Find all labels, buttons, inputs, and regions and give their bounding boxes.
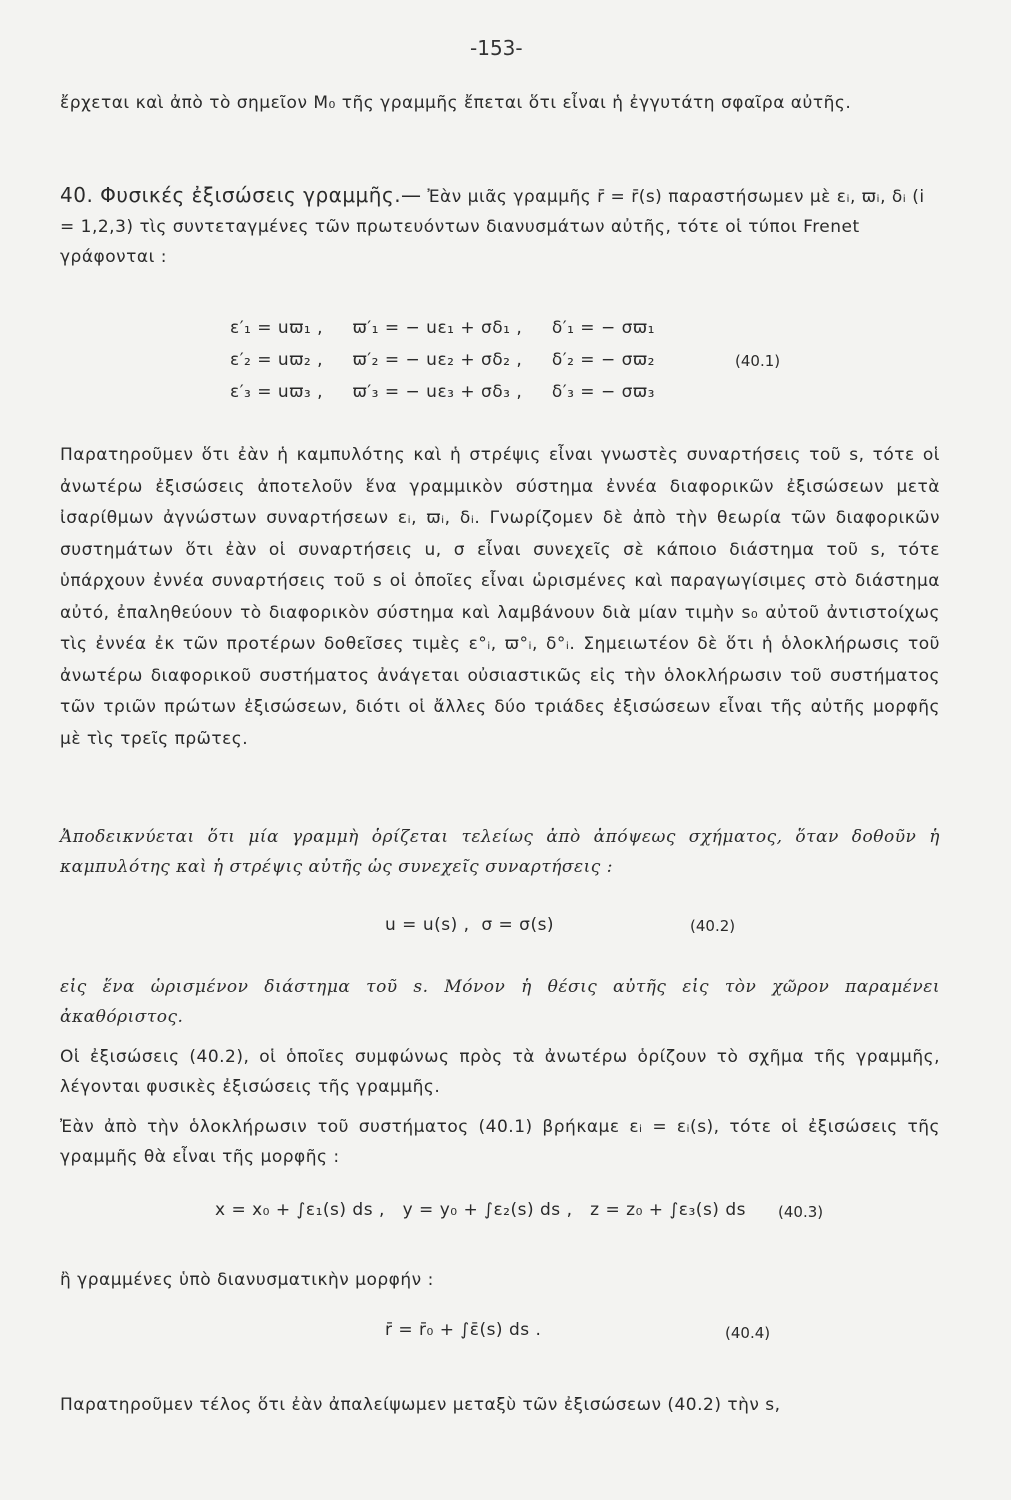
equation-number-40-1: (40.1)	[735, 352, 781, 370]
final-paragraph: Παρατηροῦμεν τέλος ὅτι ἐὰν ἀπαλείψωμεν μεταξὺ τῶν ἐξισώσεων (40.2) τὴν s,	[60, 1395, 781, 1415]
section-heading: 40. Φυσικές ἐξισώσεις γραμμῆς.—	[60, 183, 422, 207]
equation-number-40-3: (40.3)	[778, 1203, 824, 1221]
intro-paragraph: ἔρχεται καὶ ἀπὸ τὸ σημεῖον M₀ τῆς γραμμῆς ἔπεται ὅτι εἶναι ἡ ἐγγυτάτη σφαῖρα αὐτῆς.	[60, 93, 852, 113]
equation-number-40-4: (40.4)	[725, 1324, 771, 1342]
frenet-row-1: ε′₁ = uϖ₁ , ϖ′₁ = − uε₁ + σδ₁ , δ′₁ = − σϖ₁	[230, 318, 655, 338]
equation-number-40-2: (40.2)	[690, 917, 736, 935]
vector-form-paragraph: ἢ γραμμένες ὑπὸ διανυσματικὴν μορφήν :	[60, 1270, 434, 1290]
section-text: Ἐὰν μιᾶς γραμμῆς r̄ = r̄(s) παραστήσωμεν μὲ εᵢ, ϖᵢ, δᵢ (i = 1,2,3) τὶς συντεταγμένες τῶν πρωτευόντων διανυσμάτων αὐτῆς, τότε οἱ τύποι Frenet γράφονται :	[60, 187, 925, 267]
integration-paragraph: Ἐὰν ἀπὸ τὴν ὁλοκλήρωσιν τοῦ συστήματος (40.1) βρήκαμε εᵢ = εᵢ(s), τότε οἱ ἐξισώσεις τῆς γραμμῆς θὰ εἶναι τῆς μορφῆς :	[60, 1117, 940, 1167]
frenet-row-3: ε′₃ = uϖ₃ , ϖ′₃ = − uε₃ + σδ₃ , δ′₃ = − σϖ₃	[230, 382, 655, 402]
page-number: -153-	[470, 36, 523, 60]
natural-equations: u = u(s) , σ = σ(s)	[385, 915, 555, 935]
equations-paragraph: Οἱ ἐξισώσεις (40.2), οἱ ὁποῖες συμφώνως πρὸς τὰ ἀνωτέρω ὁρίζουν τὸ σχῆμα τῆς γραμμῆς, λέγονται φυσικὲς ἐξισώσεις τῆς γραμμῆς.	[60, 1047, 940, 1097]
vector-equation: r̄ = r̄₀ + ∫ε̄(s) ds .	[385, 1320, 542, 1340]
observation-paragraph: Παρατηροῦμεν ὅτι ἐὰν ἡ καμπυλότης καὶ ἡ στρέψις εἶναι γνωστὲς συναρτήσεις τοῦ s, τότε οἱ ἀνωτέρω ἐξισώσεις ἀποτελοῦν ἕνα γραμμικὸν σύστημα ἐννέα διαφορικῶν ἐξισώσεων μετὰ ἰσαρίθμων ἀγνώστων συναρτήσεων εᵢ, ϖᵢ, δᵢ. Γνωρίζομεν δὲ ἀπὸ τὴν θεωρία τῶν διαφορικῶν συστημάτων ὅτι ἐὰν οἱ συναρτήσεις u, σ εἶναι συνεχεῖς σὲ κάποιο διάστημα τοῦ s, τότε ὑπάρχουν ἐννέα συναρτήσεις τοῦ s οἱ ὁποῖες εἶναι ὡρισμένες καὶ παραγωγίσιμες στὸ διάστημα αὐτό, ἐπαληθεύουν τὸ διαφορικὸν σύστημα καὶ λαμβάνουν διὰ μίαν τιμὴν s₀ αὐτοῦ ἀντιστοίχως τὶς ἐννέα ἐκ τῶν προτέρων δοθεῖσες τιμὲς ε°ᵢ, ϖ°ᵢ, δ°ᵢ. Σημειωτέον δὲ ὅτι ἡ ὁλοκλήρωσις τοῦ ἀνωτέρω διαφορικοῦ συστήματος ἀνάγεται οὐσιαστικῶς εἰς τὴν ὁλοκλήρωσιν τοῦ συστήματος τῶν τριῶν πρώτων ἐξισώσεων, διότι οἱ ἄλλες δύο τριάδες ἐξισώσεων εἶναι τῆς αὐτῆς μορφῆς μὲ τὶς τρεῖς πρῶτες.	[60, 445, 940, 749]
frenet-row-2: ε′₂ = uϖ₂ , ϖ′₂ = − uε₂ + σδ₂ , δ′₂ = − σϖ₂	[230, 350, 655, 370]
coordinate-equations: x = x₀ + ∫ε₁(s) ds , y = y₀ + ∫ε₂(s) ds , z = z₀ + ∫ε₃(s) ds	[215, 1200, 746, 1220]
proof-paragraph: Ἀποδεικνύεται ὅτι μία γραμμὴ ὁρίζεται τελείως ἀπὸ ἀπόψεως σχήματος, ὅταν δοθοῦν ἡ καμπυλότης καὶ ἡ στρέψις αὐτῆς ὡς συνεχεῖς συναρτήσεις :	[60, 827, 940, 877]
section-40	[60, 180, 940, 272]
interval-paragraph: εἰς ἕνα ὡρισμένον διάστημα τοῦ s. Μόνον ἡ θέσις αὐτῆς εἰς τὸν χῶρον παραμένει ἀκαθόριστος.	[60, 977, 940, 1027]
